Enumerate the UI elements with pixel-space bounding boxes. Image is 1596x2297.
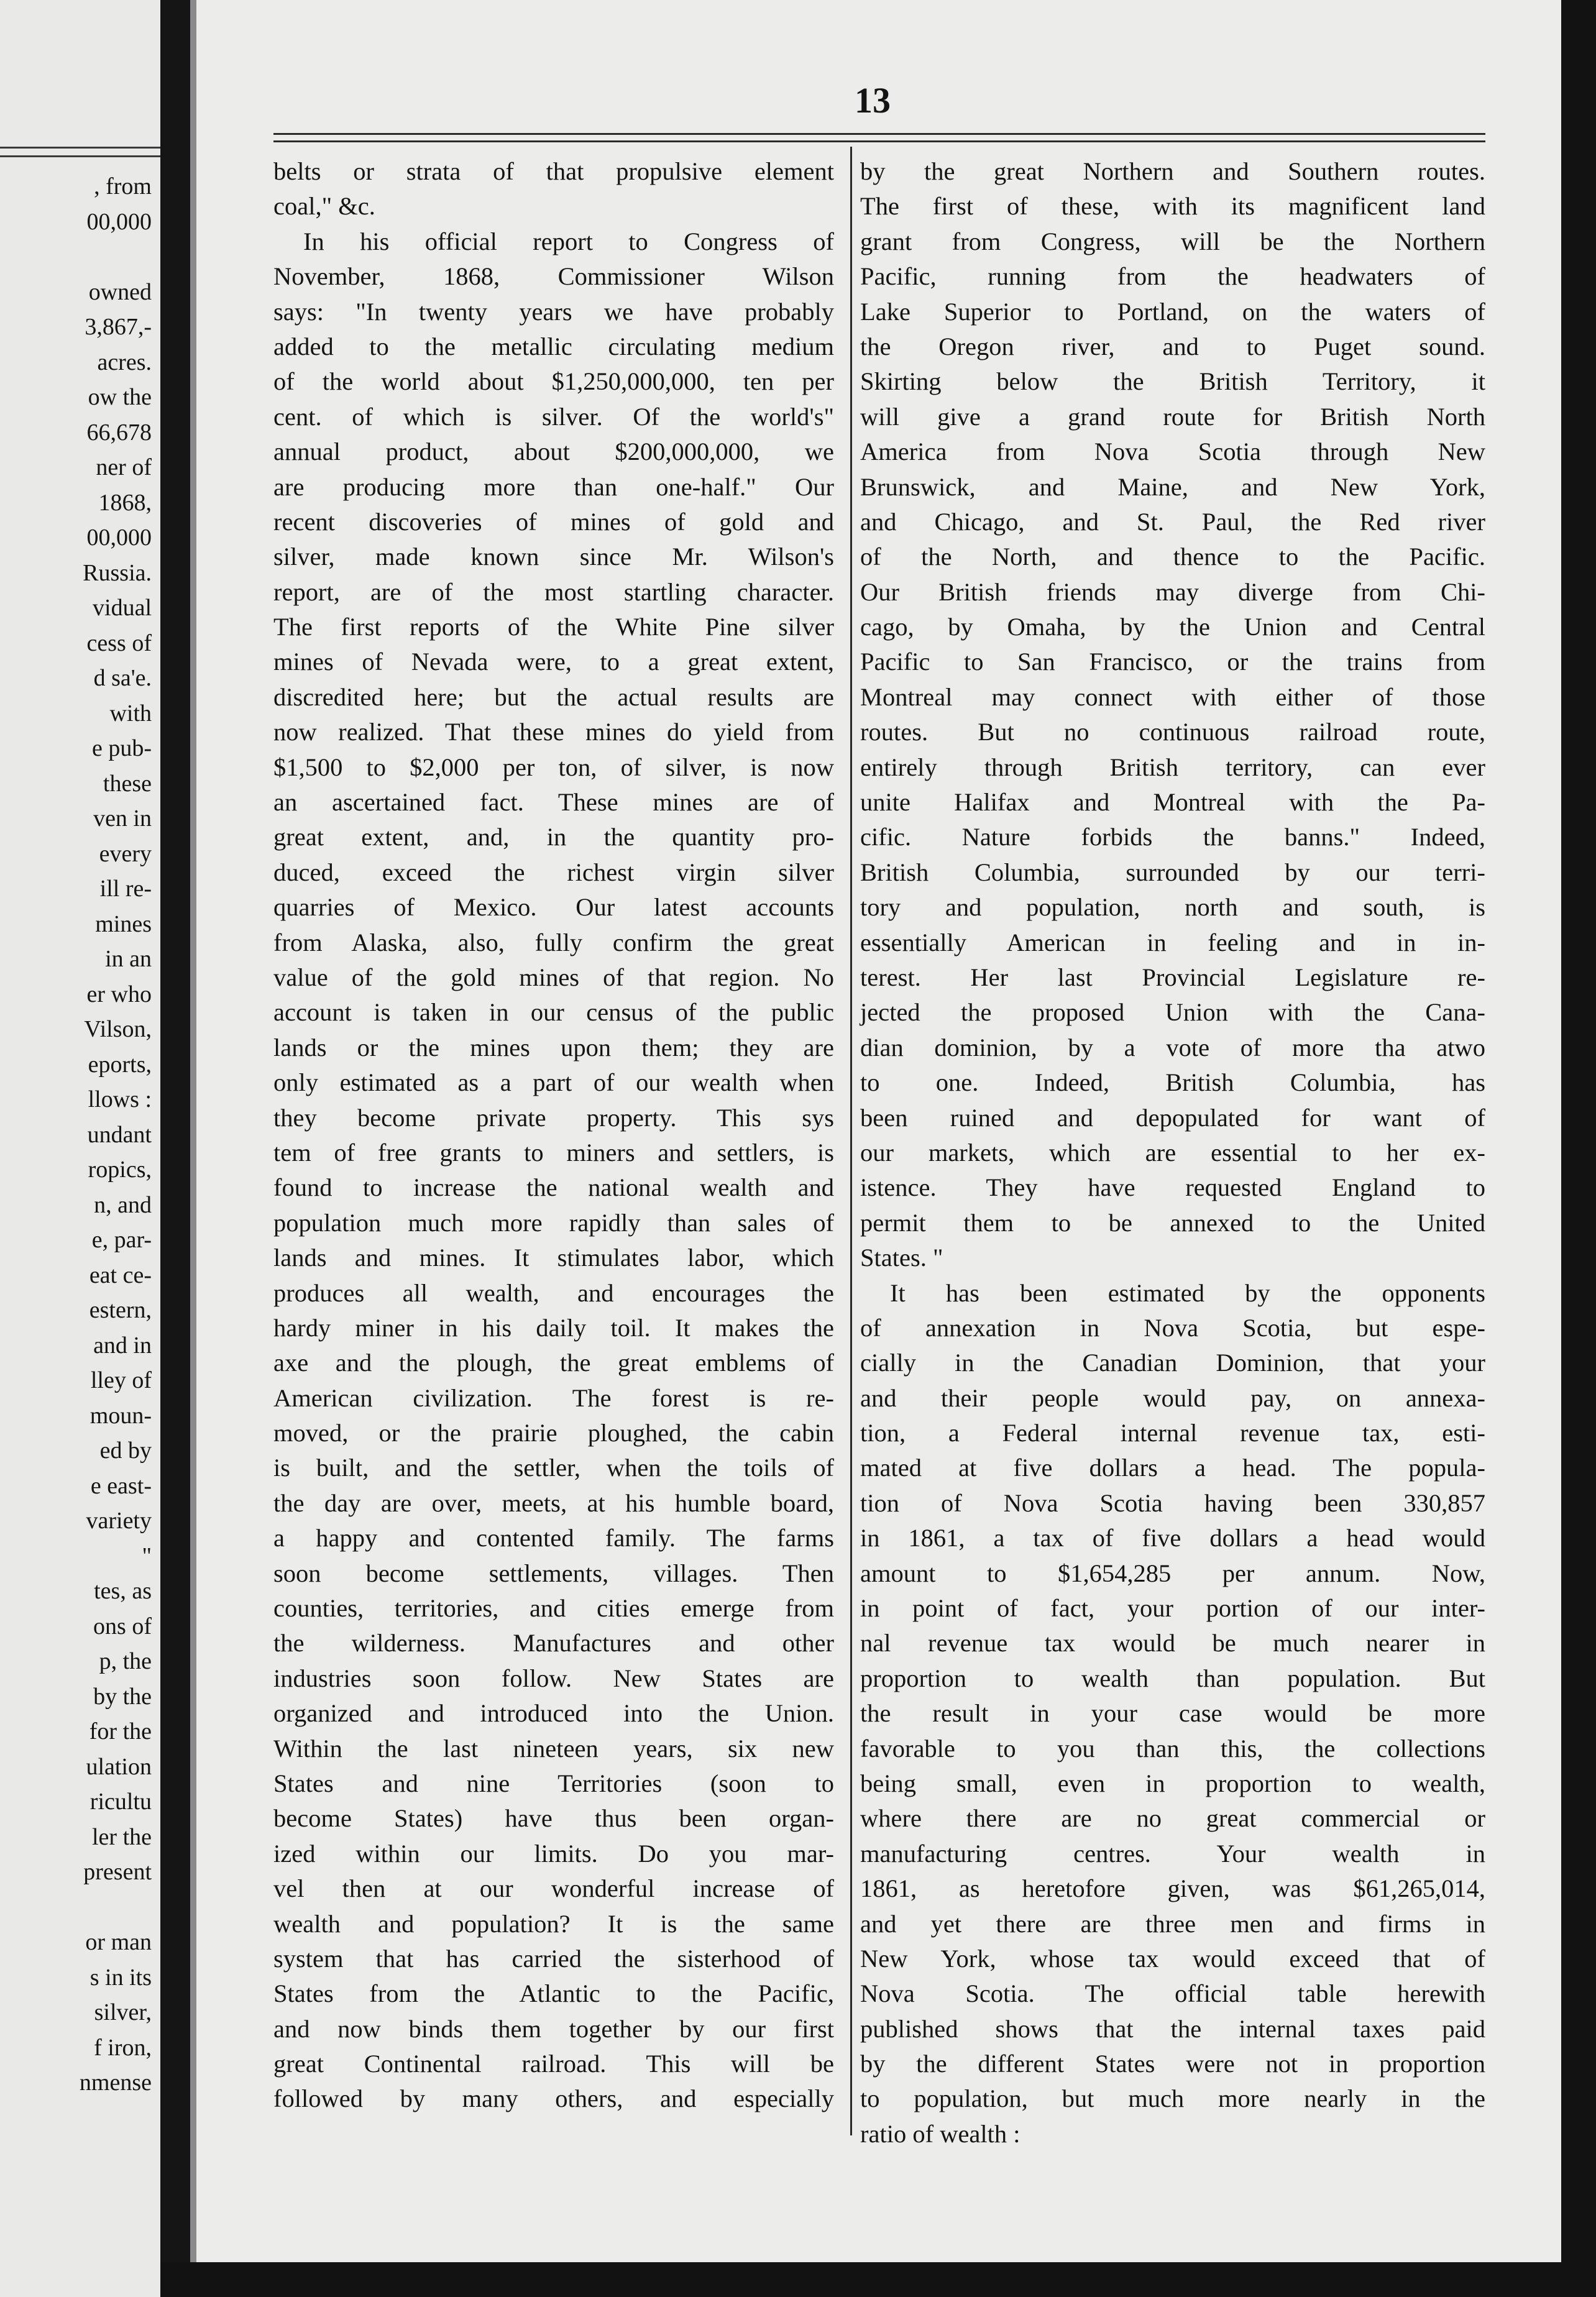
text-line: mines of Nevada were, to a great extent, xyxy=(273,648,834,676)
text-line: tion, a Federal internal revenue tax, esti- xyxy=(860,1419,1485,1447)
book-spine-shadow xyxy=(160,0,190,2297)
text-line: industries soon follow. New States are xyxy=(273,1664,834,1692)
text-line: a happy and contented family. The farms xyxy=(273,1524,834,1552)
text-line: account is taken in our census of the public xyxy=(273,998,834,1027)
text-line: great extent, and, in the quantity pro- xyxy=(273,823,834,851)
text-line: jected the proposed Union with the Cana- xyxy=(860,998,1485,1027)
facing-text-line: 00,000 xyxy=(86,208,152,235)
text-line: terest. Her last Provincial Legislature re- xyxy=(860,963,1485,991)
text-line: tory and population, north and south, is xyxy=(860,893,1485,922)
text-line: essentially American in feeling and in in- xyxy=(860,928,1485,956)
text-line: recent discoveries of mines of gold and xyxy=(273,507,834,536)
text-line: American civilization. The forest is re- xyxy=(273,1383,834,1412)
text-line: cially in the Canadian Dominion, that your xyxy=(860,1349,1485,1377)
text-line: amount to $1,654,285 per annum. Now, xyxy=(860,1559,1485,1587)
text-line: by the great Northern and Southern routes. xyxy=(860,157,1485,185)
text-line: the Oregon river, and to Puget sound. xyxy=(860,332,1485,360)
facing-text-line: er who xyxy=(86,981,152,1007)
text-line: report, are of the most startling character. xyxy=(273,577,834,606)
text-line: being small, even in proportion to wealth, xyxy=(860,1769,1485,1797)
text-line: manufacturing centres. Your wealth in xyxy=(860,1839,1485,1868)
text-line: counties, territories, and cities emerge from xyxy=(273,1594,834,1623)
text-line: and now binds them together by our first xyxy=(273,2014,834,2043)
text-line: to population, but much more nearly in the xyxy=(860,2084,1485,2113)
text-line: axe and the plough, the great emblems of xyxy=(273,1349,834,1377)
text-line: become States) have thus been organ- xyxy=(273,1804,834,1833)
text-line: value of the gold mines of that region. No xyxy=(273,963,834,991)
facing-text-line: eports, xyxy=(88,1051,152,1078)
facing-text-line: d sa'e. xyxy=(93,665,152,691)
text-line: November, 1868, Commissioner Wilson xyxy=(273,262,834,291)
text-line: published shows that the internal taxes paid xyxy=(860,2014,1485,2043)
text-line: favorable to you than this, the collections xyxy=(860,1734,1485,1763)
text-line: vel then at our wonderful increase of xyxy=(273,1874,834,1903)
facing-text-line: e east- xyxy=(90,1472,152,1499)
text-line: New York, whose tax would exceed that of xyxy=(860,1944,1485,1973)
column-divider xyxy=(850,147,852,2135)
text-line: from Alaska, also, fully confirm the great xyxy=(273,928,834,956)
text-line: silver, made known since Mr. Wilson's xyxy=(273,543,834,571)
facing-text-line: ill re- xyxy=(99,876,152,902)
left-column xyxy=(273,154,834,2117)
text-line: where there are no great commercial or xyxy=(860,1804,1485,1833)
page-number: 13 xyxy=(855,80,891,121)
text-line: istence. They have requested England to xyxy=(860,1173,1485,1202)
text-line: followed by many others, and especially xyxy=(273,2084,834,2113)
text-line: discredited here; but the actual results are xyxy=(273,682,834,711)
text-line: cent. of which is silver. Of the world's" xyxy=(273,402,834,431)
facing-text-line: ven in xyxy=(93,805,152,832)
text-line: to one. Indeed, British Columbia, has xyxy=(860,1068,1485,1097)
facing-text-line: owned xyxy=(88,278,152,305)
facing-text-line: p, the xyxy=(99,1648,152,1674)
facing-text-line: ropics, xyxy=(88,1157,152,1183)
text-line: the result in your case would be more xyxy=(860,1699,1485,1728)
text-line: the wilderness. Manufactures and other xyxy=(273,1629,834,1657)
text-line: routes. But no continuous railroad route, xyxy=(860,718,1485,746)
text-line: Brunswick, and Maine, and New York, xyxy=(860,472,1485,501)
text-line: British Columbia, surrounded by our terri- xyxy=(860,858,1485,886)
text-line: Pacific to San Francisco, or the trains from xyxy=(860,648,1485,676)
facing-text-line: llows : xyxy=(88,1086,152,1112)
text-line: population much more rapidly than sales of xyxy=(273,1208,834,1237)
text-line: ized within our limits. Do you mar- xyxy=(273,1839,834,1868)
facing-text-line: nmense xyxy=(79,2070,152,2096)
facing-text-line: 3,867,- xyxy=(85,314,152,340)
text-line: will give a grand route for British North xyxy=(860,402,1485,431)
facing-text-line: in an xyxy=(105,946,152,972)
facing-text-line: ulation xyxy=(86,1753,152,1780)
facing-text-line: f iron, xyxy=(94,2034,152,2061)
text-line: permit them to be annexed to the United xyxy=(860,1208,1485,1237)
text-line: produces all wealth, and encourages the xyxy=(273,1278,834,1307)
text-line: entirely through British territory, can ever xyxy=(860,753,1485,781)
header-rule xyxy=(273,133,1485,135)
text-line: Within the last nineteen years, six new xyxy=(273,1734,834,1763)
text-line: lands and mines. It stimulates labor, which xyxy=(273,1244,834,1272)
text-line: are producing more than one-half." Our xyxy=(273,472,834,501)
facing-text-line: for the xyxy=(89,1718,152,1745)
text-line: tion of Nova Scotia having been 330,857 xyxy=(860,1488,1485,1517)
facing-text-line: ner of xyxy=(96,454,152,480)
text-line: our markets, which are essential to her ex- xyxy=(860,1138,1485,1167)
facing-text-line: acres. xyxy=(97,349,152,375)
facing-text-line: variety xyxy=(86,1508,152,1534)
text-line: Our British friends may diverge from Chi- xyxy=(860,577,1485,606)
text-line: system that has carried the sisterhood of xyxy=(273,1944,834,1973)
right-column xyxy=(860,154,1485,2152)
text-line: organized and introduced into the Union. xyxy=(273,1699,834,1728)
facing-text-line: " xyxy=(142,1543,152,1569)
text-line: and their people would pay, on annexa- xyxy=(860,1383,1485,1412)
facing-page-rule xyxy=(0,147,160,149)
text-line: proportion to wealth than population. But xyxy=(860,1664,1485,1692)
facing-text-line: ricultu xyxy=(89,1789,152,1815)
facing-text-line: these xyxy=(103,770,152,797)
text-line: $1,500 to $2,000 per ton, of silver, is now xyxy=(273,753,834,781)
text-line: mated at five dollars a head. The popula- xyxy=(860,1454,1485,1482)
text-line: moved, or the prairie ploughed, the cabin xyxy=(273,1419,834,1447)
text-line: is built, and the settler, when the toils of xyxy=(273,1454,834,1482)
facing-page-text xyxy=(80,169,152,2101)
facing-text-line xyxy=(80,1890,152,1925)
text-line: soon become settlements, villages. Then xyxy=(273,1559,834,1587)
text-line: The first of these, with its magnificent land xyxy=(860,192,1485,221)
text-line: of the world about $1,250,000,000, ten per xyxy=(273,367,834,396)
text-line: lands or the mines upon them; they are xyxy=(273,1033,834,1061)
scan-border-right xyxy=(1561,0,1596,2297)
text-line: by the different States were not in proportion xyxy=(860,2050,1485,2078)
facing-text-line: ow the xyxy=(88,384,152,410)
facing-text-line: moun- xyxy=(89,1402,152,1429)
facing-text-line: with xyxy=(109,700,152,727)
facing-text-line: , from xyxy=(94,173,152,199)
text-line: States from the Atlantic to the Pacific, xyxy=(273,1979,834,2008)
facing-page-fragment xyxy=(0,0,160,2297)
facing-text-line: lley of xyxy=(90,1367,152,1393)
text-line: of annexation in Nova Scotia, but espe- xyxy=(860,1313,1485,1342)
facing-text-line: ed by xyxy=(99,1437,152,1464)
text-line: 1861, as heretofore given, was $61,265,014, xyxy=(860,1874,1485,1903)
text-line: Lake Superior to Portland, on the waters of xyxy=(860,297,1485,326)
text-line: of the North, and thence to the Pacific. xyxy=(860,543,1485,571)
text-line: added to the metallic circulating medium xyxy=(273,332,834,360)
text-line: the day are over, meets, at his humble board, xyxy=(273,1488,834,1517)
text-line: belts or strata of that propulsive element xyxy=(273,157,834,185)
text-line: States and nine Territories (soon to xyxy=(273,1769,834,1797)
book-spine-edge xyxy=(190,0,196,2297)
text-line: and Chicago, and St. Paul, the Red river xyxy=(860,507,1485,536)
text-line: been ruined and depopulated for want of xyxy=(860,1103,1485,1132)
text-line: found to increase the national wealth and xyxy=(273,1173,834,1202)
text-line: quarries of Mexico. Our latest accounts xyxy=(273,893,834,922)
text-line: The first reports of the White Pine silver xyxy=(273,613,834,641)
facing-text-line xyxy=(80,239,152,275)
text-line: America from Nova Scotia through New xyxy=(860,438,1485,466)
facing-text-line: mines xyxy=(95,910,152,937)
facing-text-line: or man xyxy=(85,1929,152,1955)
text-line: they become private property. This sys xyxy=(273,1103,834,1132)
facing-text-line: Russia. xyxy=(83,559,152,586)
text-line: now realized. That these mines do yield from xyxy=(273,718,834,746)
text-line: hardy miner in his daily toil. It makes the xyxy=(273,1313,834,1342)
text-line: In his official report to Congress of xyxy=(303,227,834,255)
facing-text-line: s in its xyxy=(89,1964,152,1991)
facing-text-line: vidual xyxy=(93,595,152,621)
facing-text-line: n, and xyxy=(94,1191,152,1218)
facing-text-line: 1868, xyxy=(98,489,152,516)
scan-border-bottom xyxy=(160,2262,1596,2297)
text-line: ratio of wealth : xyxy=(860,2119,1020,2148)
facing-text-line: silver, xyxy=(94,1999,152,2025)
text-line: Pacific, running from the headwaters of xyxy=(860,262,1485,291)
facing-text-line: Vilson, xyxy=(84,1016,152,1042)
text-line: tem of free grants to miners and settlers, is xyxy=(273,1138,834,1167)
text-line: in point of fact, your portion of our inter- xyxy=(860,1594,1485,1623)
page xyxy=(196,0,1561,2262)
header-rule xyxy=(273,140,1485,142)
text-line: in 1861, a tax of five dollars a head would xyxy=(860,1524,1485,1552)
text-line: wealth and population? It is the same xyxy=(273,1909,834,1938)
facing-text-line: undant xyxy=(87,1121,152,1148)
text-line: cago, by Omaha, by the Union and Central xyxy=(860,613,1485,641)
text-line: annual product, about $200,000,000, we xyxy=(273,438,834,466)
facing-text-line: present xyxy=(83,1859,152,1885)
text-line: Montreal may connect with either of those xyxy=(860,682,1485,711)
text-line: cific. Nature forbids the banns." Indeed, xyxy=(860,823,1485,851)
facing-page-rule xyxy=(0,155,160,157)
text-line: an ascertained fact. These mines are of xyxy=(273,788,834,817)
text-line: coal," &c. xyxy=(273,192,375,221)
facing-text-line: every xyxy=(99,840,152,867)
text-line: States. " xyxy=(860,1244,943,1272)
text-line: unite Halifax and Montreal with the Pa- xyxy=(860,788,1485,817)
text-line: only estimated as a part of our wealth when xyxy=(273,1068,834,1097)
facing-text-line: ons of xyxy=(93,1613,152,1639)
facing-text-line: tes, as xyxy=(94,1578,152,1604)
facing-text-line: 66,678 xyxy=(86,419,152,446)
facing-text-line: estern, xyxy=(89,1297,152,1323)
text-line: says: "In twenty years we have probably xyxy=(273,297,834,326)
text-line: grant from Congress, will be the Northern xyxy=(860,227,1485,255)
text-line: nal revenue tax would be much nearer in xyxy=(860,1629,1485,1657)
facing-text-line: and in xyxy=(93,1332,152,1359)
facing-text-line: ler the xyxy=(91,1823,152,1850)
facing-text-line: e pub- xyxy=(91,735,152,761)
facing-text-line: by the xyxy=(93,1683,152,1710)
text-line: It has been estimated by the opponents xyxy=(890,1278,1485,1307)
facing-text-line: eat ce- xyxy=(89,1262,152,1288)
text-line: Nova Scotia. The official table herewith xyxy=(860,1979,1485,2008)
text-line: Skirting below the British Territory, it xyxy=(860,367,1485,396)
facing-text-line: e, par- xyxy=(91,1227,152,1253)
facing-text-line: 00,000 xyxy=(86,525,152,551)
text-line: duced, exceed the richest virgin silver xyxy=(273,858,834,886)
text-line: great Continental railroad. This will be xyxy=(273,2050,834,2078)
text-line: and yet there are three men and firms in xyxy=(860,1909,1485,1938)
facing-text-line: cess of xyxy=(86,630,152,656)
text-line: dian dominion, by a vote of more tha atwo xyxy=(860,1033,1485,1061)
